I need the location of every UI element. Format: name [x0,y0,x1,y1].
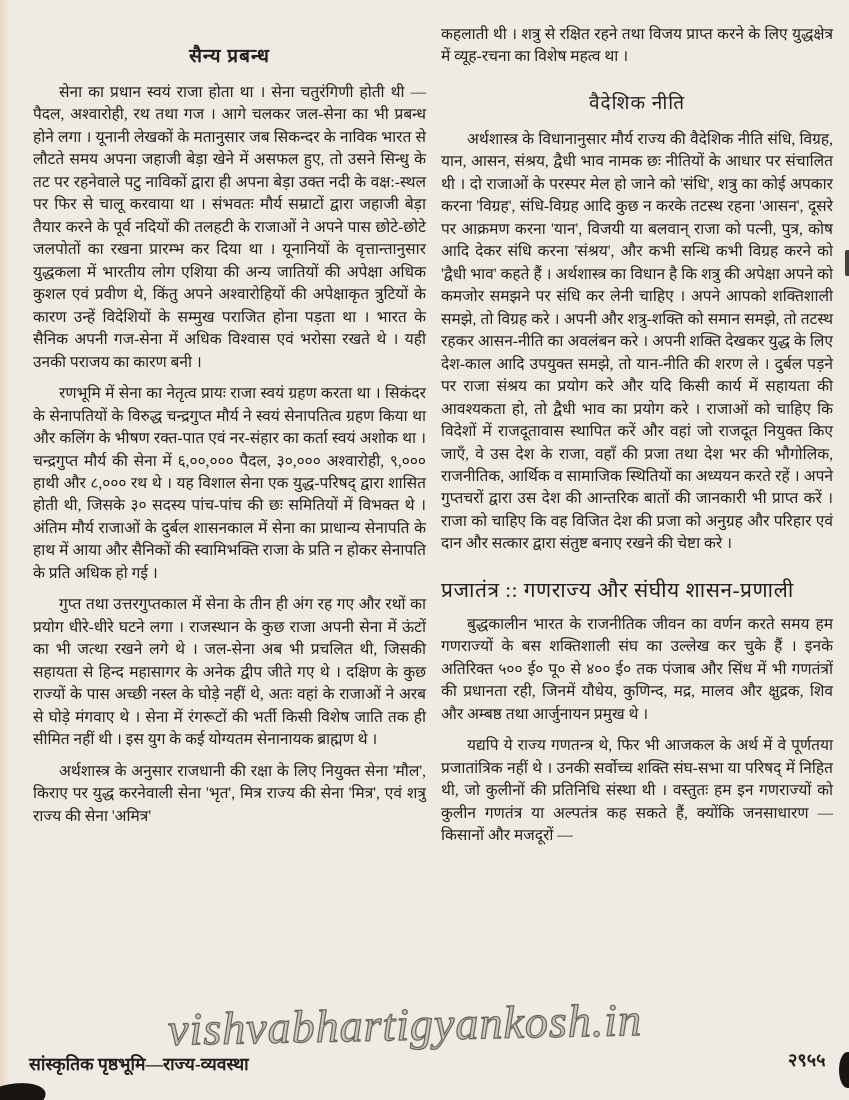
paragraph-gupta-army: गुप्त तथा उत्तरगुप्तकाल में सेना के तीन ही अंग रह गए और रथों का प्रयोग धीरे-धीरे घटने लगा । राजस्थान के कुछ राजा अपनी सेना में ऊंटों का भी जत्था रखने लगे थे । जल-सेना अब भी प्रचलित थी, जिसकी सहायता से हिन्द महासागर के अनेक द्वीप जीते गए थे । दक्षिण के कुछ राज्यों के पास अच्छी नस्ल के घोड़े नहीं थे, अतः वहां के राजाओं ने अरब से घोड़े मंगवाए थे । सेना में रंगरूटों की भर्ती किसी विशेष जाति तक ही सीमित नहीं थी । इस युग के कई योग्यतम सेनानायक ब्राह्मण थे । [33,596,426,749]
paragraph-republics-nature: यद्यपि ये राज्य गणतन्त्र थे, फिर भी आजकल के अर्थ में वे पूर्णतया प्रजातांत्रिक नहीं थे । उनकी सर्वोच्च शक्ति संघ-सभा या परिषद् में निहित थी, जो कुलीनों की प्रतिनिधि संस्था थी । वस्तुतः हम इन गणराज्यों को कुलीन गणतंत्र या अल्पतंत्र कह सकते हैं, क्योंकि जनसाधारण — किसानों और मजदूरों — [441,737,833,845]
section-heading-military: सैन्य प्रबन्ध [189,46,270,67]
ink-smudge-right-edge [845,250,849,276]
ink-smudge-bottom-right [839,1052,849,1088]
ink-smudge-bottom-left [0,1078,48,1100]
paragraph-continuation: कहलाती थी । शत्रु से रक्षित रहने तथा विजय प्राप्त करने के लिए युद्धक्षेत्र में व्यूह-रचना का विशेष महत्व था । [441,26,833,66]
page-number: २९५५ [788,1050,826,1070]
paragraph-foreign-policy: अर्थशास्त्र के विधानानुसार मौर्य राज्य की वैदेशिक नीति संधि, विग्रह, यान, आसन, संश्रय, द्वैधी भाव नामक छः नीतियों के आधार पर संचालित थी । दो राजाओं के परस्पर मेल हो जाने को 'संधि', शत्रु का कोई अपकार करना 'विग्रह', संधि-विग्रह आदि कुछ न करके तटस्थ रहना 'आसन', दूसरे पर आक्रमण करना 'यान', विजयी या बलवान् राजा को पत्नी, पुत्र, कोष आदि देकर संधि करना 'संश्रय', और कभी सन्धि कभी विग्रह करने को 'द्वैधी भाव' कहते हैं । अर्थशास्त्र का विधान है कि शत्रु की अपेक्षा अपने को कमजोर समझने पर संधि कर लेनी चाहिए । अपने आपको शक्तिशाली समझे, तो विग्रह करे । अपनी और शत्रु-शक्ति को समान समझे, तो तटस्थ रहकर आसन-नीति का अवलंबन करे । अपनी शक्ति देखकर युद्ध के लिए देश-काल आदि उपयुक्त समझे, तो यान-नीति की शरण ले । दुर्बल पड़ने पर राजा संश्रय का प्रयोग करे और यदि किसी कार्य में सहायता की आवश्यकता हो, तो द्वैधी भाव का प्रयोग करे । राजाओं को चाहिए कि विदेशों में राजदूतावास स्थापित करें और वहां जो राजदूत नियुक्त किए जाएँ, वे उस देश के राजा, वहाँ की प्रजा तथा देश भर की भौगोलिक, राजनीतिक, आर्थिक व सामाजिक स्थितियों का अध्ययन करते रहें । अपने गुप्तचरों द्वारा उस देश की आन्तरिक बातों की जानकारी भी प्राप्त करें । राजा को चाहिए कि वह विजित देश की प्रजा को अनुग्रह और परिहार एवं दान और सत्कार द्वारा संतुष्ट बनाए रखने की चेष्टा करे । [441,130,833,553]
paragraph-arthashastra-army-types: अर्थशास्त्र के अनुसार राजधानी की रक्षा के लिए नियुक्त सेना 'मौल', किराए पर युद्ध करनेवाली सेना 'भृत', मित्र राज्य की सेना 'मित्र', एवं शत्रु राज्य की सेना 'अमित्र' [33,762,426,825]
footer-running-title: सांस्कृतिक पृष्ठभूमि—राज्य-व्यवस्था [29,1054,249,1074]
paragraph-army-leadership: रणभूमि में सेना का नेतृत्व प्रायः राजा स्वयं ग्रहण करता था । सिकंदर के सेनापतियों के विरुद्ध चन्द्रगुप्त मौर्य ने स्वयं सेनापतित्व ग्रहण किया था और कलिंग के भीषण रक्त-पात एवं नर-संहार का कर्ता स्वयं अशोक था । चन्द्रगुप्त मौर्य की सेना में ६,००,००० पैदल, ३०,००० अश्वारोही, ९,००० हाथी और ८,००० रथ थे । यह विशाल सेना एक युद्ध-परिषद् द्वारा शासित होती थी, जिसके ३० सदस्य पांच-पांच की छः समितियों में विभक्त थे । अंतिम मौर्य राजाओं के दुर्बल शासनकाल में सेना का प्राधान्य सेनापति के हाथ में आया और सैनिकों की स्वामिभक्ति राजा के प्रति न होकर सेनापति के प्रति अधिक हो गई । [33,385,426,582]
right-column [441,24,833,857]
paragraph-republics-list: बुद्धकालीन भारत के राजनीतिक जीवन का वर्णन करते समय हम गणराज्यों के बस शक्तिशाली संघ का उल्लेख कर चुके हैं । इनके अतिरिक्त ५०० ई० पू० से ४०० ई० तक पंजाब और सिंध में भी गणतंत्रों की प्रधानता रही, जिनमें यौधेय, कुणिन्द, मद्र, मालव और क्षुद्रक, शिव और अम्बष्ठ तथा आर्जुनायन प्रमुख थे । [441,615,833,723]
left-column [33,38,426,837]
paragraph-army-composition: सेना का प्रधान स्वयं राजा होता था । सेना चतुरंगिणी होती थी — पैदल, अश्वारोही, रथ तथा गज । आगे चलकर जल-सेना का भी प्रबन्ध होने लगा । यूनानी लेखकों के मतानुसार जब सिकन्दर के नाविक भारत से लौटते समय अपना जहाजी बेड़ा खेने में असफल हुए, तो उसने सिन्धु के तट पर रहनेवाले पटु नाविकों द्वारा ही अपना बेड़ा उक्त नदी के वक्ष:-स्थल पर फिर से चालू करवाया था । संभवतः मौर्य सम्राटों द्वारा जहाजी बेड़ा तैयार करने के पूर्व नदियों की तलहटी के राजाओं ने अपने पास छोटे-छोटे जलपोतों का रखना प्रारम्भ कर दिया था । यूनानियों के वृत्तान्तानुसार युद्धकला में भारतीय लोग एशिया की अन्य जातियों की अपेक्षा अधिक कुशल एवं प्रवीण थे, किंतु अपने अश्वारोहियों की अपेक्षाकृत त्रुटियों के कारण उन्हें विदेशियों के सम्मुख पराजित होना पड़ता था । भारत के सैनिक अपनी गज-सेना में अधिक विश्वास एवं भरोसा रखते थे । यही उनकी पराजय का कारण बनी । [33,84,426,371]
section-heading-republic: प्रजातंत्र :: गणराज्य और संघीय शासन-प्रणाली [441,577,794,602]
section-heading-foreign-policy: वैदेशिक नीति [588,92,686,114]
site-watermark: vishvabhartigyankosh.in [167,994,643,1055]
